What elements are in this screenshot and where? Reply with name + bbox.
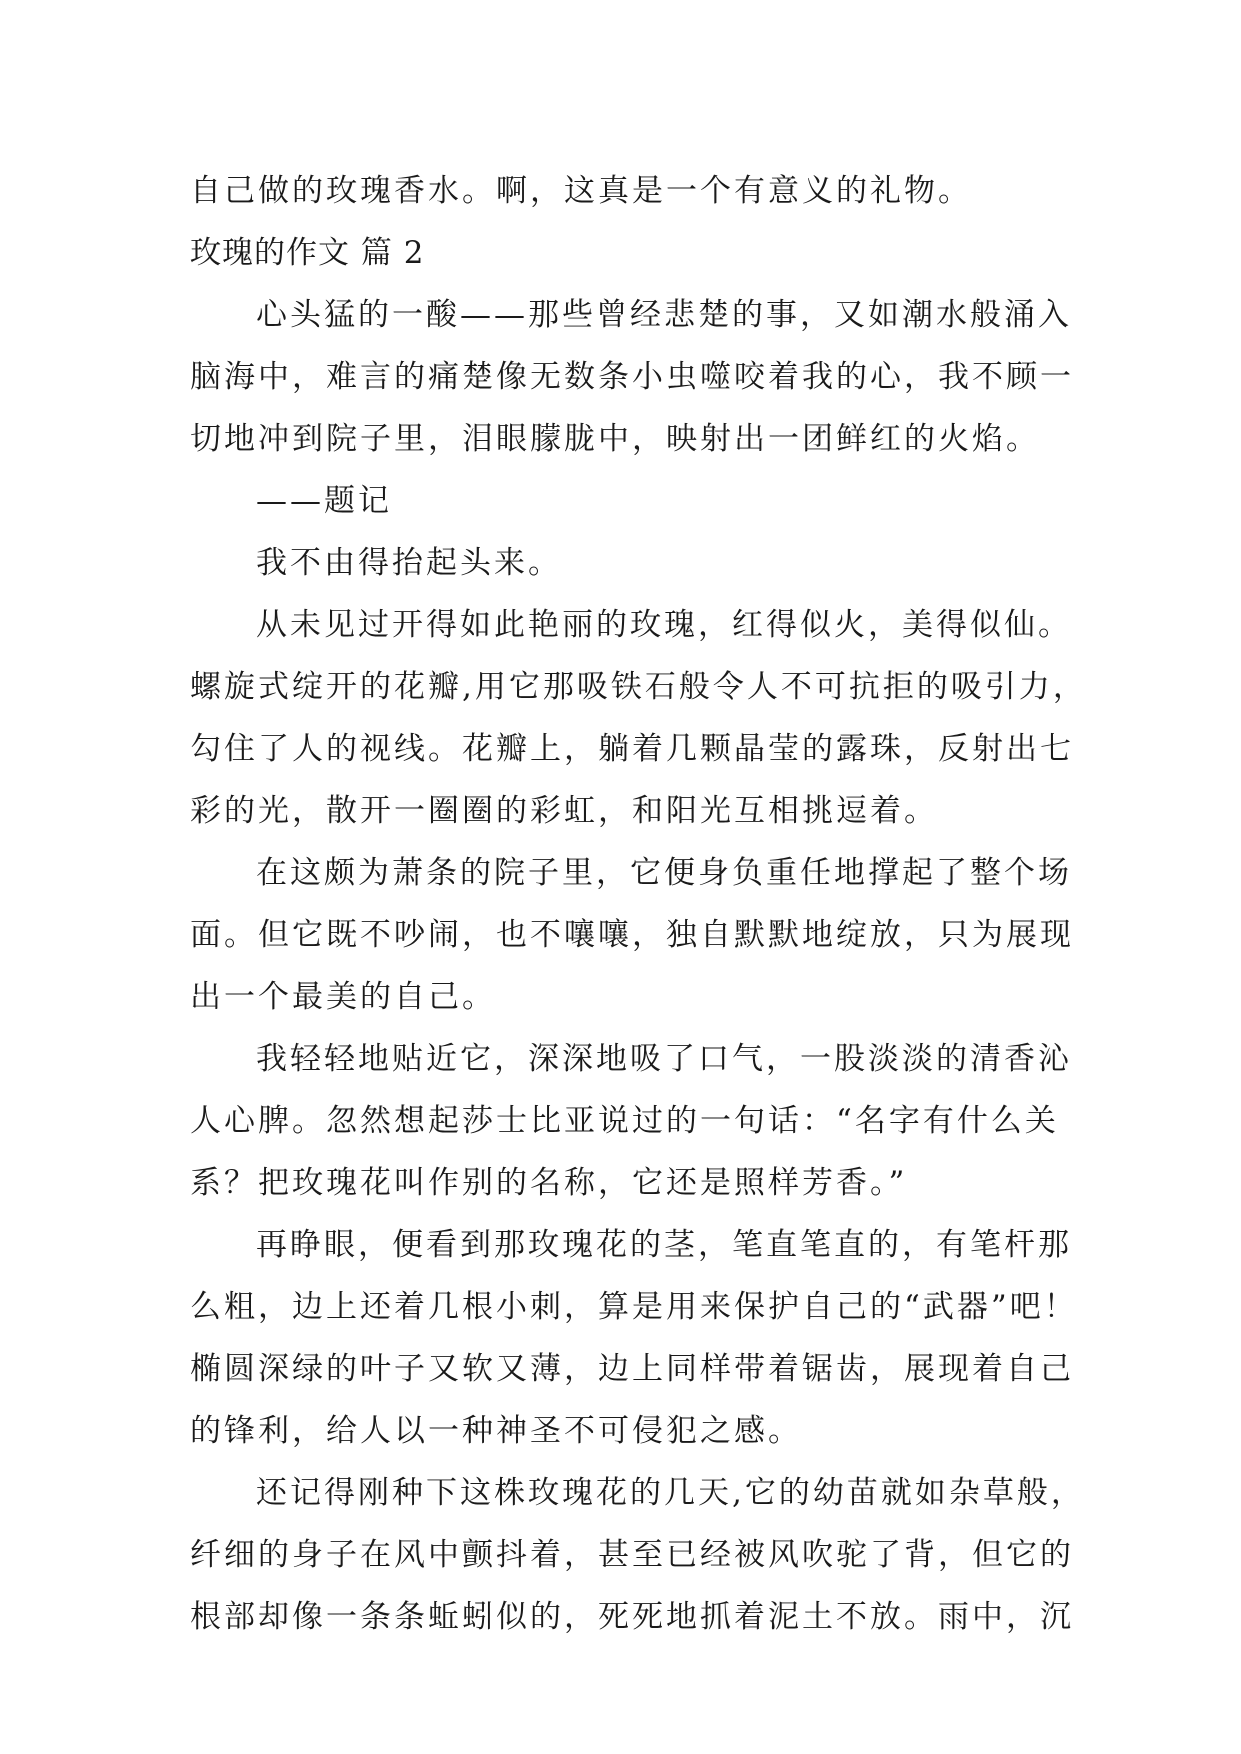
text-line: 螺旋式绽开的花瓣,用它那吸铁石般令人不可抗拒的吸引力， bbox=[190, 669, 1087, 705]
text-line: 在这颇为萧条的院子里，它便身负重任地撑起了整个场 bbox=[256, 855, 1072, 891]
text-line: 系？把玫瑰花叫作别的名称，它还是照样芳香。” bbox=[190, 1165, 908, 1201]
text-line: 脑海中，难言的痛楚像无数条小虫噬咬着我的心，我不顾一 bbox=[190, 359, 1074, 395]
text-line: 面。但它既不吵闹，也不嚷嚷，独自默默地绽放，只为展现 bbox=[190, 917, 1074, 953]
text-line: 的锋利，给人以一种神圣不可侵犯之感。 bbox=[190, 1413, 802, 1449]
text-line: 彩的光，散开一圈圈的彩虹，和阳光互相挑逗着。 bbox=[190, 793, 938, 829]
text-line: 纤细的身子在风中颤抖着，甚至已经被风吹驼了背，但它的 bbox=[190, 1537, 1074, 1573]
text-line: 勾住了人的视线。花瓣上，躺着几颗晶莹的露珠，反射出七 bbox=[190, 731, 1074, 767]
text-line: 我轻轻地贴近它，深深地吸了口气，一股淡淡的清香沁 bbox=[256, 1041, 1072, 1077]
text-line: 还记得刚种下这株玫瑰花的几天,它的幼苗就如杂草般， bbox=[256, 1475, 1085, 1511]
text-line: 我不由得抬起头来。 bbox=[256, 545, 562, 581]
text-line: 切地冲到院子里，泪眼朦胧中，映射出一团鲜红的火焰。 bbox=[190, 421, 1040, 457]
text-line: 根部却像一条条蚯蚓似的，死死地抓着泥土不放。雨中，沉 bbox=[190, 1599, 1074, 1635]
text-line: 出一个最美的自己。 bbox=[190, 979, 496, 1015]
text-line: 自己做的玫瑰香水。啊，这真是一个有意义的礼物。 bbox=[190, 173, 972, 209]
document-body bbox=[190, 160, 1087, 1648]
text-line: 么粗，边上还着几根小刺，算是用来保护自己的“武器”吧！ bbox=[190, 1289, 1078, 1325]
text-line: 心头猛的一酸——那些曾经悲楚的事，又如潮水般涌入 bbox=[256, 297, 1072, 333]
text-line: 椭圆深绿的叶子又软又薄，边上同样带着锯齿，展现着自己 bbox=[190, 1351, 1074, 1387]
epigraph-attribution: ——题记 bbox=[256, 483, 392, 519]
text-line: 再睁眼，便看到那玫瑰花的茎，笔直笔直的，有笔杆那 bbox=[256, 1227, 1072, 1263]
text-line: 人心脾。忽然想起莎士比亚说过的一句话：“名字有什么关 bbox=[190, 1103, 1059, 1139]
section-title: 玫瑰的作文 篇 2 bbox=[190, 235, 425, 271]
text-line: 从未见过开得如此艳丽的玫瑰，红得似火，美得似仙。 bbox=[256, 607, 1072, 643]
